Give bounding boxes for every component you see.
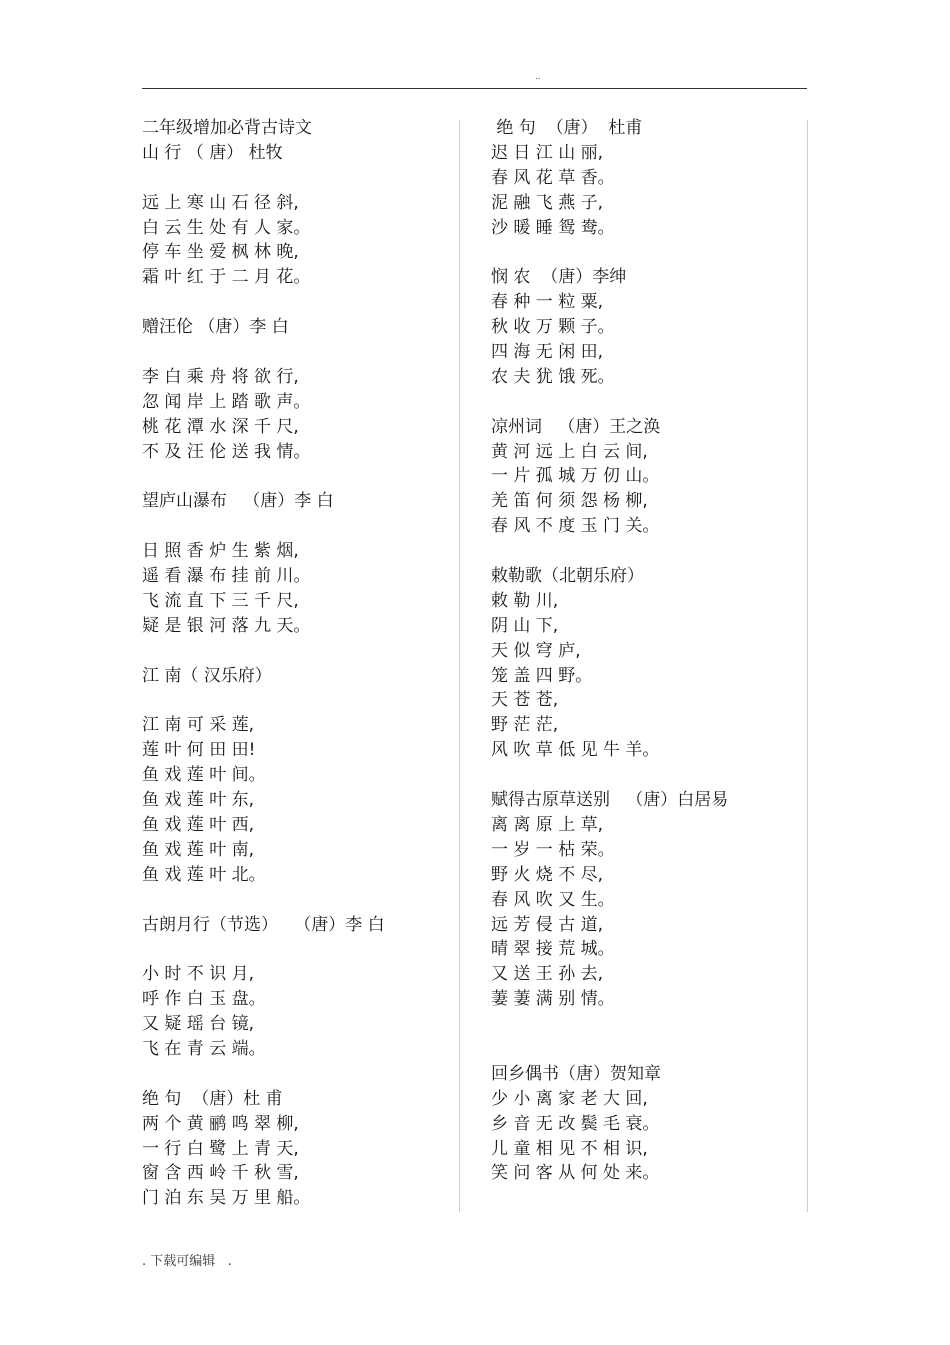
poem-line [142,937,452,962]
right-column [491,116,801,1186]
poem-line: 古朗月行（节选） （唐）李 白 [142,914,385,935]
poem-line: 门 泊 东 吴 万 里 船。 [142,1188,311,1209]
poem-line: 沙 暖 睡 鸳 鸯。 [491,217,615,238]
poem-line: 四 海 无 闲 田, [491,342,604,363]
poem-line: 迟 日 江 山 丽, [491,142,604,163]
poem-line: 绝 句 （唐）杜 甫 [142,1088,283,1109]
header-mark: .. [535,72,541,82]
poem-line: 白 云 生 处 有 人 家。 [142,217,311,238]
poem-line: 少 小 离 家 老 大 回, [491,1088,648,1109]
poem-line: 天 似 穹 庐, [491,640,581,661]
poem-line: 江 南 可 采 莲, [142,715,255,736]
poem-line [491,1037,801,1062]
poem-line: 天 苍 苍, [491,690,559,711]
poem-line: 鱼 戏 莲 叶 北。 [142,864,266,885]
poem-line: 悯 农 （唐）李绅 [491,267,627,288]
poem-line: 春 种 一 粒 粟, [491,292,604,313]
poem-line: 秋 收 万 颗 子。 [491,317,615,338]
left-column [142,116,452,1211]
poem-line: 野 茫 茫, [491,715,559,736]
poem-line [491,1012,801,1037]
poem-line: 儿 童 相 见 不 相 识, [491,1138,648,1159]
poem-line: 乡 音 无 改 鬓 毛 衰。 [491,1113,660,1134]
poem-line: 小 时 不 识 月, [142,964,255,985]
poem-line [491,763,801,788]
poem-line: 忽 闻 岸 上 踏 歌 声。 [142,391,311,412]
poem-line: 萋 萋 满 别 情。 [491,989,615,1010]
poem-line: 遥 看 瀑 布 挂 前 川。 [142,566,311,587]
poem-line: 两 个 黄 鹂 鸣 翠 柳, [142,1113,299,1134]
poem-line: 泥 融 飞 燕 子, [491,192,604,213]
poem-line [142,688,452,713]
poem-line [142,290,452,315]
poem-line: 农 夫 犹 饿 死。 [491,366,615,387]
poem-line: 望庐山瀑布 （唐）李 白 [142,491,334,512]
poem-line: 日 照 香 炉 生 紫 烟, [142,541,299,562]
poem-line: 又 疑 瑶 台 镜, [142,1014,255,1035]
poem-line: 二年级增加必背古诗文 [142,118,312,138]
poem-line: 黄 河 远 上 白 云 间, [491,441,648,462]
poem-line: 莲 叶 何 田 田! [142,740,256,761]
poem-line: 绝 句 （唐） 杜甫 [491,118,643,138]
poem-line: 凉州词 （唐）王之涣 [491,416,661,437]
poem-line [491,539,801,564]
poem-line: 春 风 吹 又 生。 [491,889,615,910]
poem-line [142,514,452,539]
poem-line: 阴 山 下, [491,615,559,636]
poem-line: 羌 笛 何 须 怨 杨 柳, [491,491,648,512]
poem-line: 飞 流 直 下 三 千 尺, [142,590,299,611]
poem-line: 一 行 白 鹭 上 青 天, [142,1138,299,1159]
poem-line [491,240,801,265]
poem-line: 笑 问 客 从 何 处 来。 [491,1163,660,1184]
poem-line: 鱼 戏 莲 叶 西, [142,814,255,835]
poem-line: 鱼 戏 莲 叶 东, [142,790,255,811]
poem-line [491,390,801,415]
column-divider-right [807,120,808,1212]
poem-line: 远 上 寒 山 石 径 斜, [142,192,299,213]
poem-line: 停 车 坐 爱 枫 林 晚, [142,242,299,263]
poem-line: 霜 叶 红 于 二 月 花。 [142,267,311,288]
poem-line: 回乡偶书（唐）贺知章 [491,1063,661,1084]
poem-line: 呼 作 白 玉 盘。 [142,989,266,1010]
column-divider-middle [459,120,460,1212]
poem-line: 鱼 戏 莲 叶 间。 [142,765,266,786]
poem-line: 一 片 孤 城 万 仞 山。 [491,466,660,487]
poem-line: 野 火 烧 不 尽, [491,864,604,885]
poem-line: 又 送 王 孙 去, [491,964,604,985]
poem-line: 山 行 （ 唐） 杜牧 [142,142,283,163]
poem-line: 赋得古原草送别 （唐）白居易 [491,790,729,811]
poem-line: 江 南（ 汉乐府） [142,665,272,686]
poem-line: 飞 在 青 云 端。 [142,1038,266,1059]
poem-line [142,639,452,664]
poem-line: 远 芳 侵 古 道, [491,914,604,935]
poem-line [142,1062,452,1087]
poem-line: 不 及 汪 伦 送 我 情。 [142,441,311,462]
page-footer: . 下载可编辑 . [142,1254,232,1269]
header-rule [142,88,807,89]
poem-line: 李 白 乘 舟 将 欲 行, [142,366,299,387]
poem-line: 赠汪伦 （唐）李 白 [142,317,289,338]
poem-line: 敕勒歌（北朝乐府） [491,566,644,587]
poem-line [142,464,452,489]
poem-line: 窗 含 西 岭 千 秋 雪, [142,1163,299,1184]
poem-line: 离 离 原 上 草, [491,814,604,835]
poem-line [142,166,452,191]
poem-line: 笼 盖 四 野。 [491,665,593,686]
poem-line: 晴 翠 接 荒 城。 [491,939,615,960]
poem-line: 风 吹 草 低 见 牛 羊。 [491,740,660,761]
poem-line [142,888,452,913]
poem-line: 敕 勒 川, [491,590,559,611]
poem-line: 疑 是 银 河 落 九 天。 [142,615,311,636]
poem-line [142,340,452,365]
poem-line: 鱼 戏 莲 叶 南, [142,839,255,860]
poem-line: 春 风 不 度 玉 门 关。 [491,516,660,537]
poem-line: 一 岁 一 枯 荣。 [491,839,615,860]
poem-line: 春 风 花 草 香。 [491,167,615,188]
poem-line: 桃 花 潭 水 深 千 尺, [142,416,299,437]
